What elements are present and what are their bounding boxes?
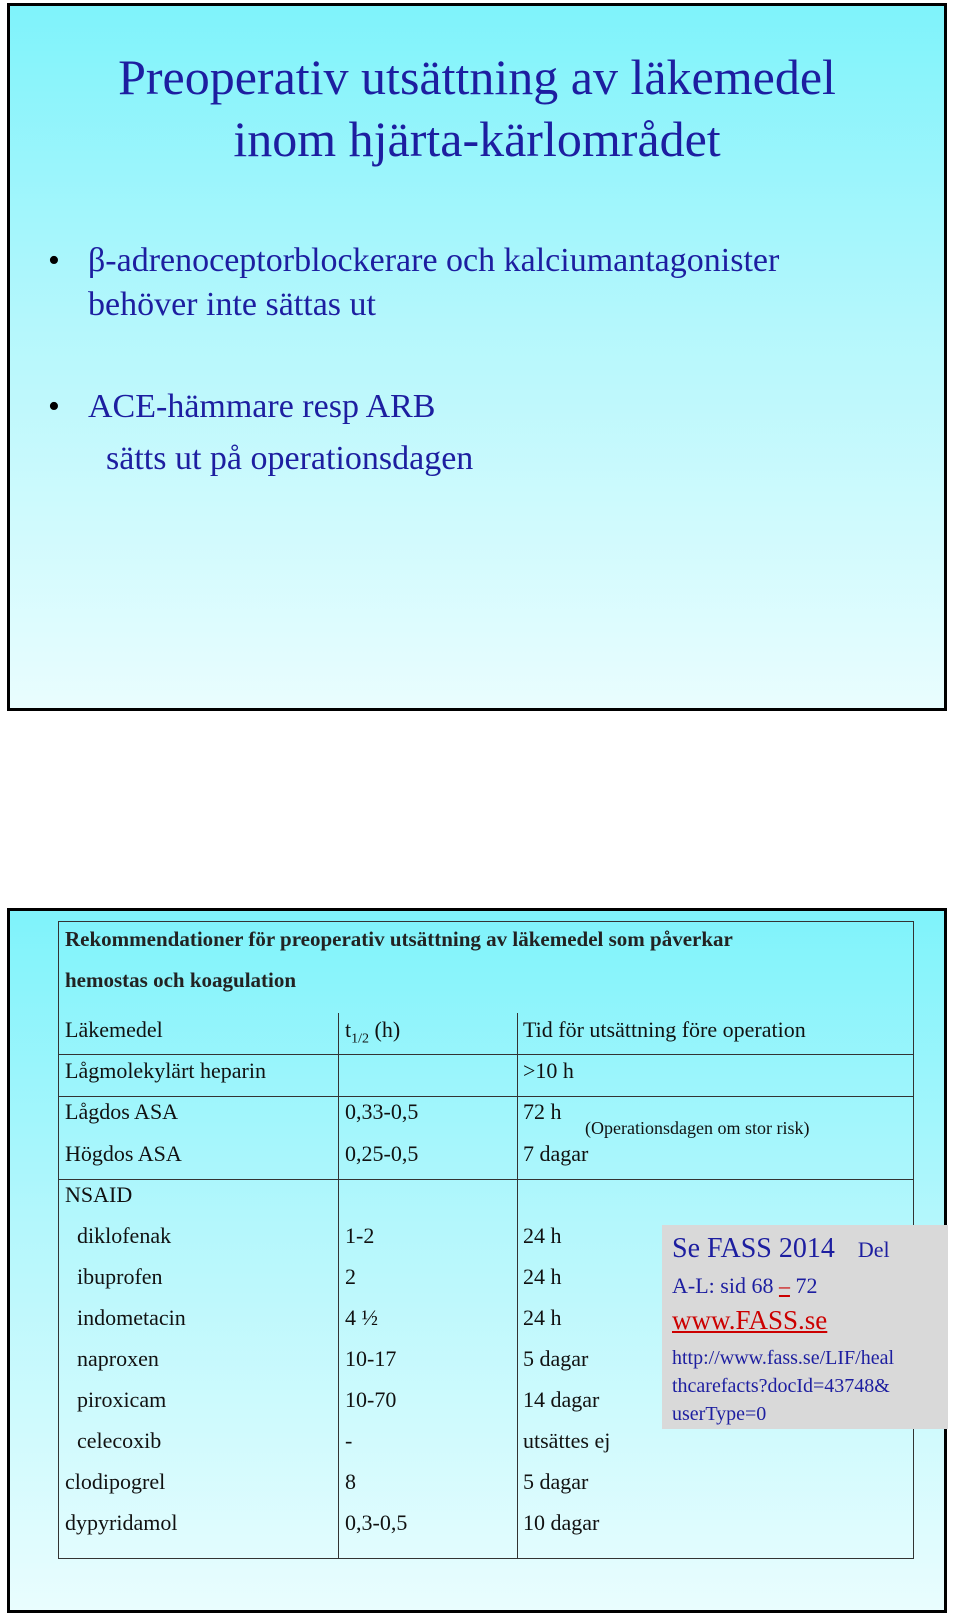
- title-line-1: Preoperativ utsättning av läkemedel: [118, 49, 836, 105]
- fass-title-main: Se FASS 2014: [672, 1233, 835, 1264]
- table-heading-line-2: hemostas och koagulation: [65, 968, 297, 992]
- bullet-text: sätts ut på operationsdagen: [106, 440, 474, 477]
- row-stop-time: 7 dagar: [523, 1141, 589, 1166]
- fass-pages-dash: –: [778, 1273, 790, 1298]
- row-half-life: 4 ½: [345, 1305, 378, 1330]
- row-stop-time: 5 dagar: [523, 1346, 589, 1371]
- row-half-life: 10-17: [345, 1346, 397, 1371]
- row-stop-time: 24 h: [523, 1305, 562, 1330]
- row-half-life: 1-2: [345, 1223, 375, 1248]
- fass-pages-prefix: A-L: sid 68: [672, 1273, 779, 1298]
- slide-cardiovascular: [7, 3, 947, 711]
- fass-url-line: http://www.fass.se/LIF/heal: [672, 1347, 895, 1369]
- row-stop-time: 14 dagar: [523, 1387, 600, 1412]
- row-divider: [59, 1179, 913, 1180]
- row-half-life: 8: [345, 1469, 356, 1494]
- row-half-life: 0,33-0,5: [345, 1099, 419, 1124]
- fass-url-line: thcarefacts?docId=43748&: [672, 1375, 890, 1397]
- column-divider: [338, 1013, 339, 1558]
- fass-reference-box: [662, 1225, 948, 1429]
- bullet-text: behöver inte sättas ut: [88, 286, 376, 323]
- row-drug: ibuprofen: [77, 1264, 163, 1289]
- bullet-dot: •: [48, 242, 60, 279]
- slide-hemostasis: [7, 908, 947, 1613]
- row-stop-time: 5 dagar: [523, 1469, 589, 1494]
- row-drug: piroxicam: [77, 1387, 167, 1412]
- title-line-2: inom hjärta-kärlområdet: [233, 111, 721, 167]
- row-divider: [59, 1096, 913, 1097]
- fass-title-tail: Del: [857, 1237, 890, 1262]
- row-stop-time: utsättes ej: [523, 1428, 611, 1453]
- row-drug-group: NSAID: [65, 1182, 133, 1207]
- row-drug: indometacin: [77, 1305, 186, 1330]
- row-half-life: 10-70: [345, 1387, 397, 1412]
- fass-pages-suffix: 72: [789, 1273, 818, 1298]
- row-drug: celecoxib: [77, 1428, 162, 1453]
- fass-title: [672, 1233, 890, 1265]
- fass-pages: [672, 1273, 817, 1299]
- bullet-text: ACE-hämmare resp ARB: [88, 388, 436, 425]
- bullet-text: β-adrenoceptorblockerare och kalciumantagonister: [88, 242, 780, 279]
- row-stop-time: 72 h: [523, 1099, 562, 1124]
- row-stop-time: >10 h: [523, 1058, 574, 1083]
- row-drug: Lågmolekylärt heparin: [65, 1058, 266, 1083]
- half-life-symbol: t: [345, 1017, 352, 1042]
- row-stop-time: 24 h: [523, 1223, 562, 1248]
- half-life-unit: (h): [374, 1017, 401, 1042]
- row-stop-time: 10 dagar: [523, 1510, 600, 1535]
- row-half-life: 0,25-0,5: [345, 1141, 419, 1166]
- column-header-stop-time: Tid för utsättning före operation: [523, 1017, 806, 1042]
- half-life-subscript: 1/2: [351, 1031, 370, 1047]
- fass-website-link[interactable]: www.FASS.se: [672, 1305, 828, 1335]
- row-drug: diklofenak: [77, 1223, 172, 1248]
- row-half-life: 2: [345, 1264, 356, 1289]
- column-header-drug: Läkemedel: [65, 1017, 163, 1042]
- row-drug: dypyridamol: [65, 1510, 178, 1535]
- bullet-dot: •: [48, 388, 60, 425]
- asa-risk-note: (Operationsdagen om stor risk): [585, 1118, 810, 1138]
- column-header-half-life: [345, 1017, 400, 1052]
- column-divider: [517, 1013, 518, 1558]
- table-heading-line-1: Rekommendationer för preoperativ utsättning av läkemedel som påverkar: [65, 927, 733, 951]
- row-drug: Lågdos ASA: [65, 1099, 179, 1124]
- slide-title: [10, 46, 944, 170]
- row-drug: Högdos ASA: [65, 1141, 182, 1166]
- row-half-life: 0,3-0,5: [345, 1510, 408, 1535]
- row-divider: [59, 1054, 913, 1055]
- fass-url-line: userType=0: [672, 1403, 767, 1425]
- row-drug: naproxen: [77, 1346, 159, 1371]
- row-half-life: -: [345, 1428, 353, 1453]
- row-stop-time: 24 h: [523, 1264, 562, 1289]
- row-drug: clodipogrel: [65, 1469, 166, 1494]
